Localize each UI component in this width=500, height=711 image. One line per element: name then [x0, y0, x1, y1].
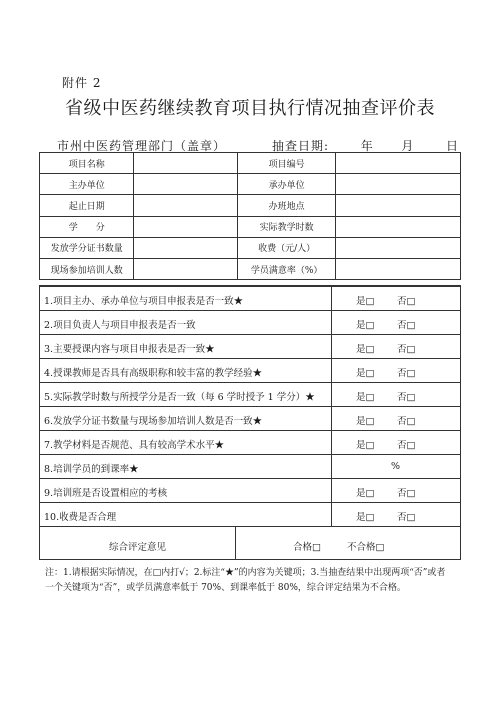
check-answer-cell [331, 335, 461, 358]
yes-checkbox[interactable]: 是□ [356, 488, 375, 499]
no-checkbox[interactable]: 否□ [397, 320, 416, 331]
check-row [40, 431, 460, 455]
project-info-table [39, 152, 461, 280]
check-row [40, 383, 460, 407]
info-row [40, 237, 461, 258]
info-value-field[interactable] [336, 216, 461, 237]
check-row [40, 359, 460, 383]
check-question: 2.项目负责人与项目申报表是否一致 [44, 320, 196, 331]
check-answer-cell [331, 455, 461, 478]
check-answer-cell [331, 479, 461, 502]
yes-checkbox[interactable]: 是□ [356, 440, 375, 451]
check-answer-cell [331, 407, 461, 430]
date-label: 抽查日期: [272, 139, 330, 153]
info-value-field[interactable] [336, 237, 461, 258]
no-checkbox[interactable]: 否□ [397, 296, 416, 307]
no-checkbox[interactable]: 否□ [397, 416, 416, 427]
check-question: 6.发放学分证书数量与现场参加培训人数是否一致★ [44, 416, 263, 427]
check-question: 1.项目主办、承办单位与项目申报表是否一致★ [44, 296, 244, 307]
info-value-field[interactable] [336, 195, 461, 216]
info-value-field[interactable] [336, 258, 461, 279]
info-row [40, 216, 461, 237]
footnote: 注：1.请根据实际情况，在□内打√；2.标注“★”的内容为关键项；3.当抽查结果中出现两项“否”或者一个关键项为“否”，或学员满意率低于 70%、到课率低于 80%，综合评定结果为不合格。 [45, 568, 446, 593]
info-label: 项目编号 [237, 153, 335, 174]
summary-row [40, 527, 460, 560]
check-row [40, 455, 460, 479]
info-label: 起止日期 [40, 195, 134, 216]
info-value-field[interactable] [134, 153, 238, 174]
no-checkbox[interactable]: 否□ [397, 488, 416, 499]
info-label: 主办单位 [40, 174, 134, 195]
info-value-field[interactable] [134, 258, 238, 279]
info-row [40, 174, 461, 195]
check-items-table [39, 285, 461, 560]
yes-checkbox[interactable]: 是□ [356, 392, 375, 403]
info-label: 实际教学时数 [237, 216, 335, 237]
info-value-field[interactable] [134, 195, 238, 216]
info-label: 承办单位 [237, 174, 335, 195]
check-row [40, 311, 460, 335]
yes-checkbox[interactable]: 是□ [356, 368, 375, 379]
info-row [40, 153, 461, 174]
no-checkbox[interactable]: 否□ [397, 392, 416, 403]
yes-checkbox[interactable]: 是□ [356, 416, 375, 427]
info-value-field[interactable] [134, 174, 238, 195]
check-answer-cell [331, 311, 461, 334]
check-question: 4.授课教师是否具有高级职称和较丰富的教学经验★ [44, 368, 263, 379]
info-label: 发放学分证书数量 [40, 237, 134, 258]
info-row [40, 258, 461, 279]
check-question: 5.实际教学时数与所授学分是否一致（每 6 学时授予 1 学分）★ [44, 392, 315, 403]
info-row [40, 195, 461, 216]
check-row [40, 407, 460, 431]
check-question: 3.主要授课内容与项目申报表是否一致★ [44, 344, 215, 355]
no-checkbox[interactable]: 否□ [397, 368, 416, 379]
check-answer-cell [331, 503, 461, 526]
attachment-label: 附件 2 [62, 76, 102, 90]
info-label: 学员满意率（%） [237, 258, 335, 279]
no-checkbox[interactable]: 否□ [397, 440, 416, 451]
year-label: 年 [360, 139, 374, 153]
info-label: 收费（元/人） [237, 237, 335, 258]
day-label: 日 [446, 139, 460, 153]
check-answer-cell [331, 287, 461, 310]
unit-label: 市州中医药管理部门（盖章） [57, 139, 227, 153]
info-label: 现场参加培训人数 [40, 258, 134, 279]
yes-checkbox[interactable]: 是□ [356, 320, 375, 331]
info-label: 项目名称 [40, 153, 134, 174]
summary-result-cell [235, 527, 461, 560]
yes-checkbox[interactable]: 是□ [356, 344, 375, 355]
check-row [40, 479, 460, 503]
yes-checkbox[interactable]: 是□ [356, 512, 375, 523]
info-label: 办班地点 [237, 195, 335, 216]
info-value-field[interactable] [134, 216, 238, 237]
check-answer-cell [331, 431, 461, 454]
no-checkbox[interactable]: 否□ [397, 512, 416, 523]
check-answer-cell [331, 383, 461, 406]
check-question: 9.培训班是否设置相应的考核 [44, 488, 168, 499]
check-row [40, 503, 460, 527]
check-question: 7.教学材料是否规范、具有较高学术水平★ [44, 440, 225, 451]
check-question: 8.培训学员的到课率★ [44, 464, 139, 475]
info-value-field[interactable] [336, 174, 461, 195]
attendance-rate-field[interactable]: % [391, 461, 401, 472]
info-value-field[interactable] [336, 153, 461, 174]
yes-checkbox[interactable]: 是□ [356, 296, 375, 307]
check-answer-cell [331, 359, 461, 382]
info-value-field[interactable] [134, 237, 238, 258]
check-row [40, 287, 460, 311]
summary-label: 综合评定意见 [108, 542, 166, 553]
no-checkbox[interactable]: 否□ [397, 344, 416, 355]
page-title: 省级中医药继续教育项目执行情况抽查评价表 [65, 98, 435, 119]
pass-checkbox[interactable]: 合格□ [293, 542, 321, 553]
check-row [40, 335, 460, 359]
info-label: 学 分 [40, 216, 134, 237]
check-question: 10.收费是否合理 [44, 512, 117, 523]
fail-checkbox[interactable]: 不合格□ [347, 542, 385, 553]
month-label: 月 [401, 139, 415, 153]
